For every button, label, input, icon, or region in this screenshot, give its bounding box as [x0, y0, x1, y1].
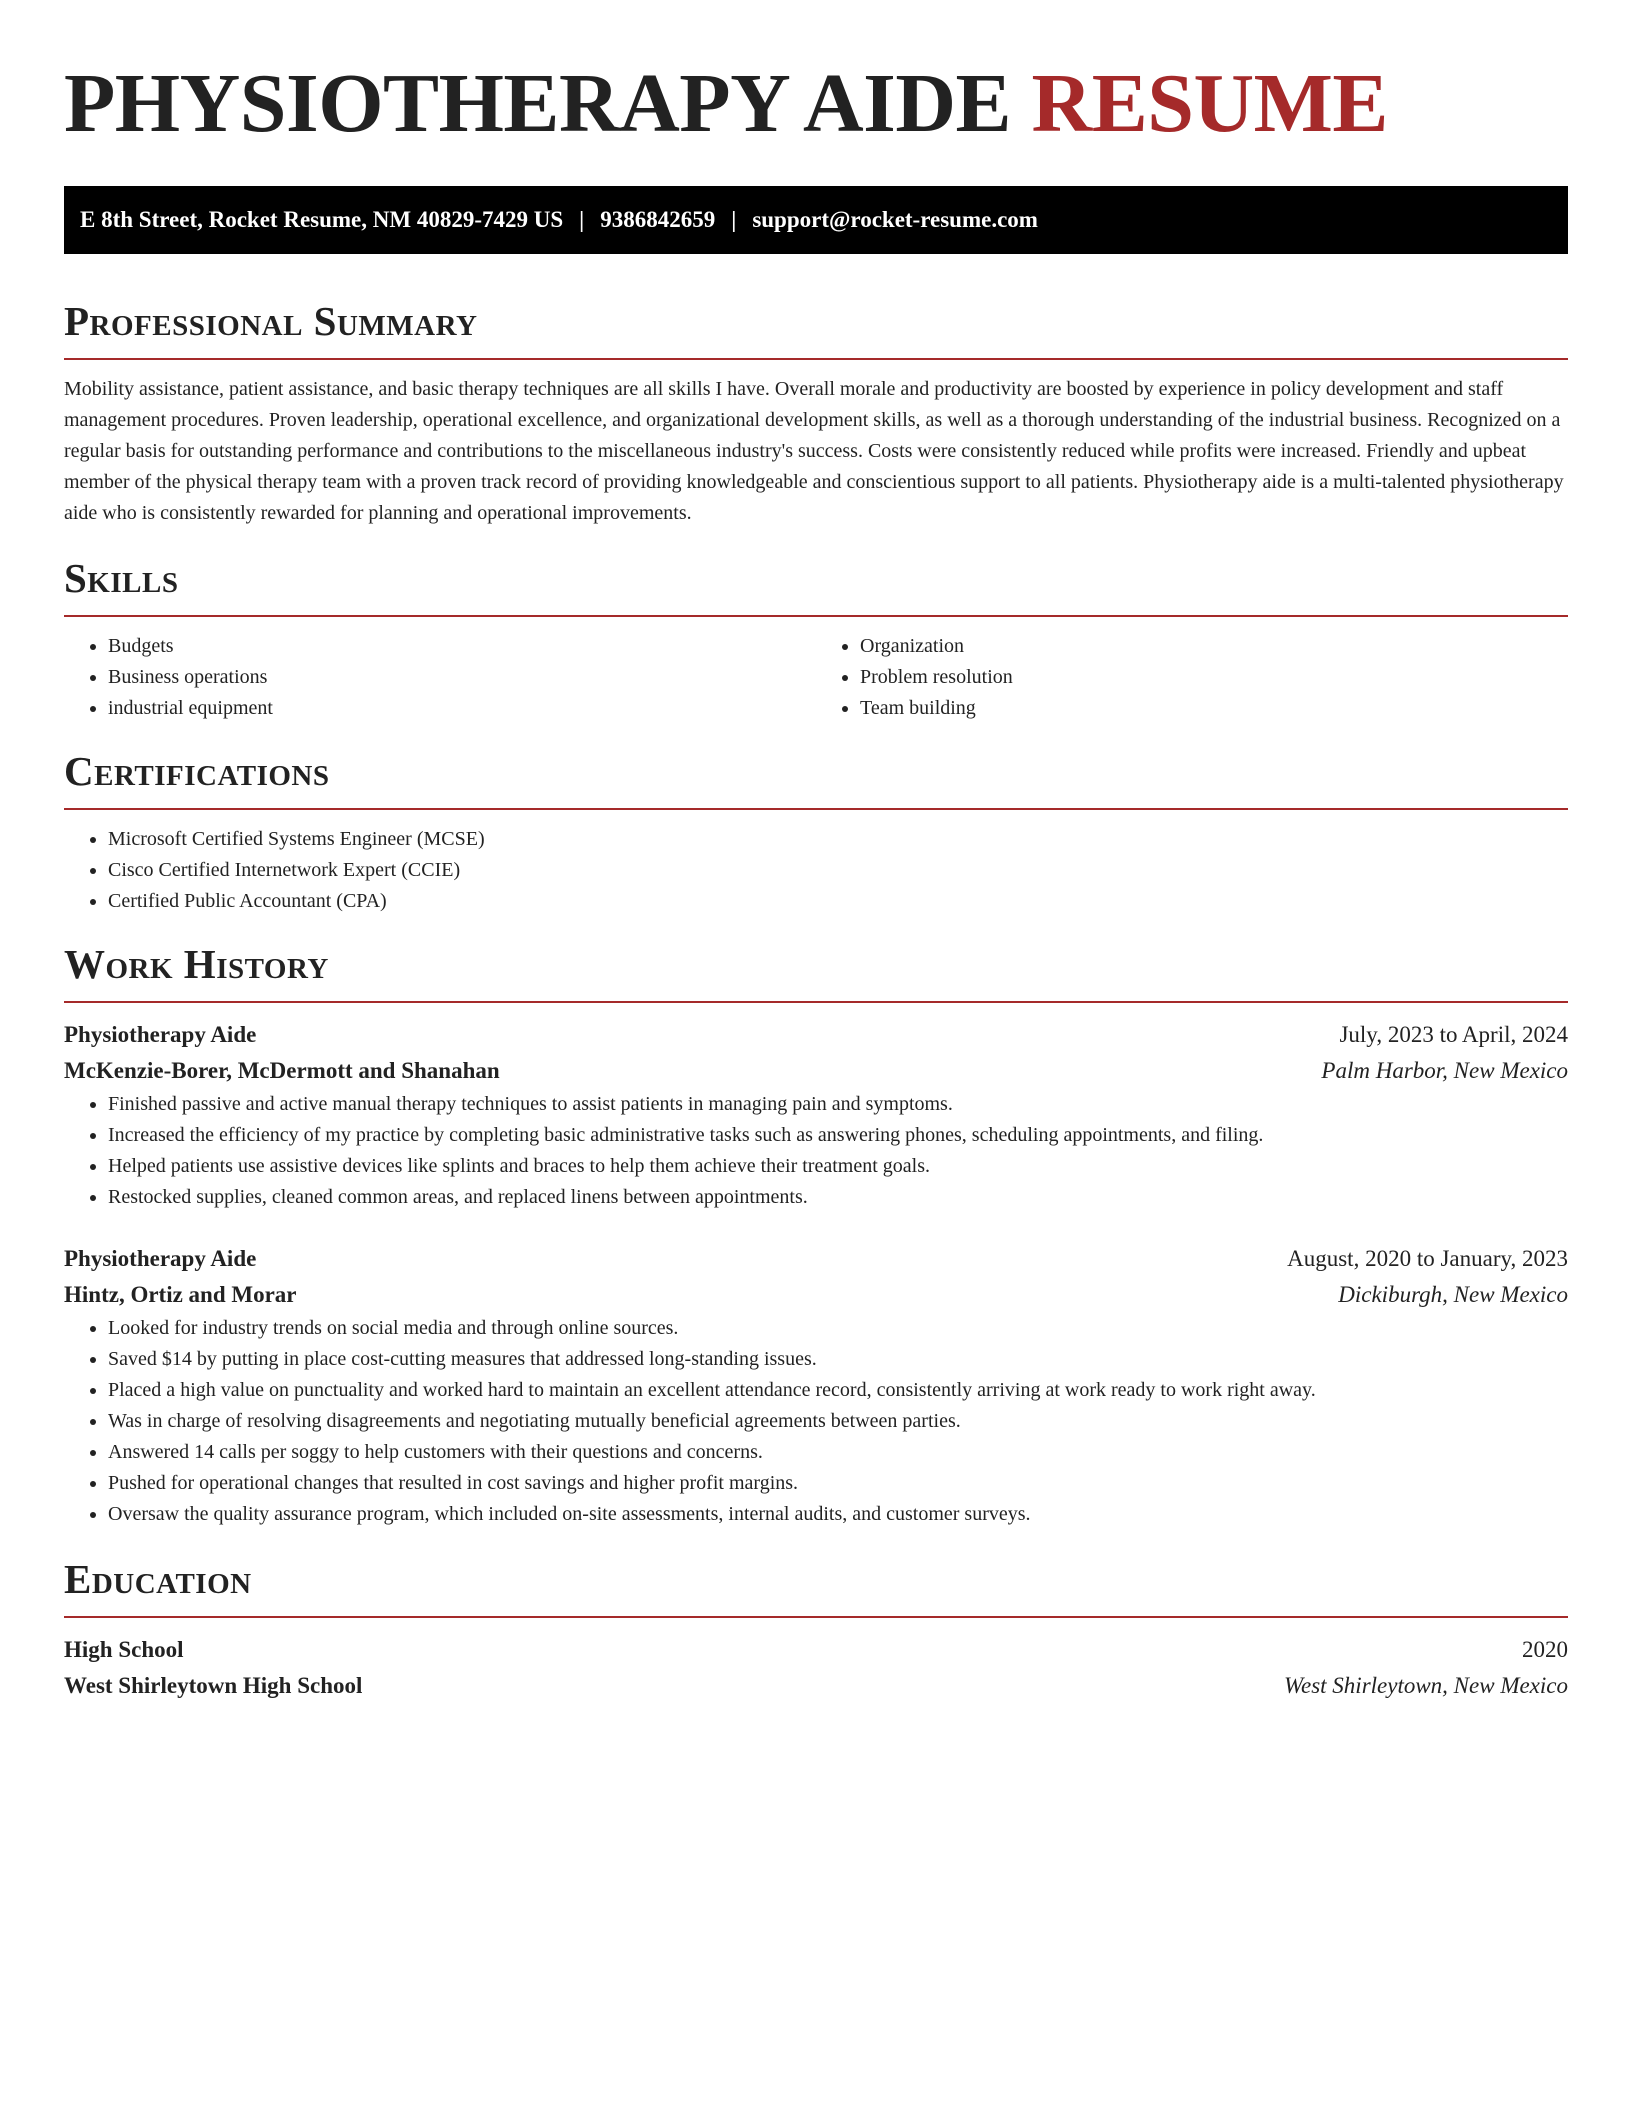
job-title: Physiotherapy Aide	[64, 1246, 257, 1271]
contact-email: support@rocket-resume.com	[752, 207, 1038, 232]
section-heading: Work History	[64, 941, 329, 987]
job-header-row	[64, 1017, 1568, 1053]
contact-separator: |	[731, 207, 737, 232]
section-work-history	[64, 939, 1568, 1530]
section-divider	[64, 808, 1568, 810]
education-header-row	[64, 1632, 1568, 1668]
job-location: Palm Harbor, New Mexico	[1321, 1058, 1568, 1083]
skills-columns	[64, 631, 1568, 724]
job-bullet: • Saved $14 by putting in place cost-cutting measures that addressed long-standing issues.	[108, 1344, 1568, 1375]
contact-phone: 9386842659	[600, 207, 716, 232]
job-header-row	[64, 1241, 1568, 1277]
section-summary	[64, 296, 1568, 529]
job-bullet: • Pushed for operational changes that resulted in cost savings and higher profit margins.	[108, 1468, 1568, 1499]
skill-item: • Organization	[860, 631, 1568, 662]
section-skills	[64, 553, 1568, 724]
job-bullet: • Helped patients use assistive devices like splints and braces to help them achieve their treatment goals.	[108, 1151, 1568, 1182]
title-accent: RESUME	[1031, 57, 1388, 150]
skills-list-left	[64, 631, 816, 724]
job-bullet: • Looked for industry trends on social media and through online sources.	[108, 1313, 1568, 1344]
job-title: Physiotherapy Aide	[64, 1022, 257, 1047]
skill-item: • industrial equipment	[108, 693, 816, 724]
education-school: West Shirleytown High School	[64, 1673, 363, 1698]
job-company: McKenzie-Borer, McDermott and Shanahan	[64, 1058, 500, 1083]
certifications-list	[64, 824, 1568, 917]
section-divider	[64, 358, 1568, 360]
title-main: PHYSIOTHERAPY AIDE	[64, 57, 1032, 150]
section-heading: Professional Summary	[64, 298, 478, 344]
job-bullet-list	[64, 1313, 1568, 1530]
job-bullet: • Answered 14 calls per soggy to help customers with their questions and concerns.	[108, 1437, 1568, 1468]
contact-separator: |	[579, 207, 585, 232]
certification-item: • Cisco Certified Internetwork Expert (CCIE)	[108, 855, 1568, 886]
job-entry	[64, 1241, 1568, 1530]
summary-text: Mobility assistance, patient assistance, and basic therapy techniques are all skills I have. Overall morale and productivity are boosted by experience in policy development and staff management procedures. Proven leadership, operational excellence, and organizational development skills, as well as a thorough understanding of the industrial business. Recognized on a regular basis for outstanding performance and contributions to the miscellaneous industry's success. Costs were consistently reduced while profits were increased. Friendly and upbeat member of the physical therapy team with a proven track record of providing knowledgeable and conscientious support to all patients. Physiotherapy aide is a multi-talented physiotherapy aide who is consistently rewarded for planning and operational improvements.	[64, 378, 1564, 524]
job-company-row	[64, 1053, 1568, 1089]
contact-bar	[64, 186, 1568, 254]
job-bullet-list	[64, 1089, 1568, 1213]
section-heading: Certifications	[64, 748, 330, 794]
skill-item: • Team building	[860, 693, 1568, 724]
section-education	[64, 1554, 1568, 1704]
contact-address: E 8th Street, Rocket Resume, NM 40829-7429 US	[80, 207, 564, 232]
section-divider	[64, 1616, 1568, 1618]
section-heading: Education	[64, 1556, 252, 1602]
certification-item: • Certified Public Accountant (CPA)	[108, 886, 1568, 917]
job-company: Hintz, Ortiz and Morar	[64, 1282, 297, 1307]
skill-item: • Problem resolution	[860, 662, 1568, 693]
job-bullet: • Finished passive and active manual therapy techniques to assist patients in managing pain and symptoms.	[108, 1089, 1568, 1120]
education-year: 2020	[1522, 1637, 1568, 1662]
job-bullet: • Restocked supplies, cleaned common areas, and replaced linens between appointments.	[108, 1182, 1568, 1213]
resume-title	[64, 56, 1568, 152]
job-bullet: • Placed a high value on punctuality and worked hard to maintain an excellent attendance record, consistently arriving at work ready to work right away.	[108, 1375, 1568, 1406]
section-certifications	[64, 746, 1568, 917]
job-company-row	[64, 1277, 1568, 1313]
education-location: West Shirleytown, New Mexico	[1283, 1673, 1568, 1698]
job-entry	[64, 1017, 1568, 1213]
section-divider	[64, 615, 1568, 617]
job-location: Dickiburgh, New Mexico	[1338, 1282, 1568, 1307]
job-bullet: • Increased the efficiency of my practice by completing basic administrative tasks such as answering phones, scheduling appointments, and filing.	[108, 1120, 1568, 1151]
education-school-row	[64, 1668, 1568, 1704]
section-heading: Skills	[64, 555, 179, 601]
skills-list-right	[816, 631, 1568, 724]
certification-item: • Microsoft Certified Systems Engineer (MCSE)	[108, 824, 1568, 855]
job-dates: July, 2023 to April, 2024	[1339, 1022, 1568, 1047]
skill-item: • Budgets	[108, 631, 816, 662]
job-dates: August, 2020 to January, 2023	[1287, 1246, 1568, 1271]
job-bullet: • Oversaw the quality assurance program, which included on-site assessments, internal audits, and customer surveys.	[108, 1499, 1568, 1530]
skill-item: • Business operations	[108, 662, 816, 693]
education-degree: High School	[64, 1637, 184, 1662]
section-divider	[64, 1001, 1568, 1003]
job-bullet: • Was in charge of resolving disagreements and negotiating mutually beneficial agreements between parties.	[108, 1406, 1568, 1437]
